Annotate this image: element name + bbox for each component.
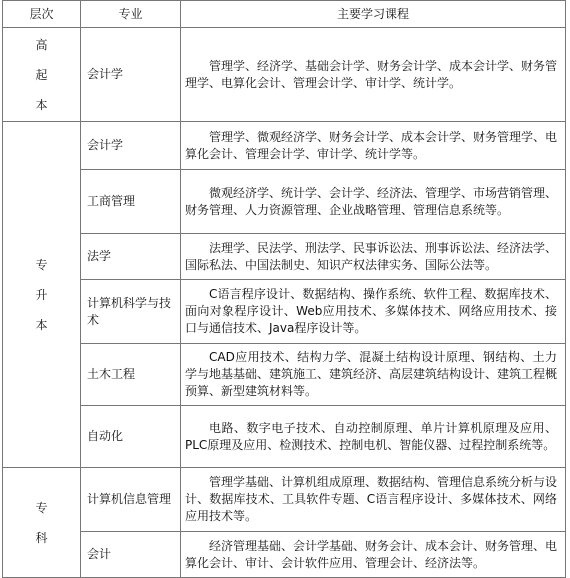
table-row [3,532,566,578]
table-row [3,234,566,280]
courses-cell: 微观经济学、统计学、会计学、经济法、管理学、市场营销管理、财务管理、人力资源管理、企业战略管理、管理信息系统等。 [181,170,566,234]
courses-cell: 管理学、微观经济学、财务会计学、成本会计学、财务管理学、电算化会计、管理会计学、审计学、统计学等。 [181,122,566,170]
major-cell: 会计 [81,532,181,578]
header-level: 层次 [3,1,81,28]
level-label: 专科 [35,500,48,545]
table-row [3,28,566,122]
table-row [3,468,566,532]
table-row [3,170,566,234]
major-cell: 工商管理 [81,170,181,234]
courses-cell: C语言程序设计、数据结构、操作系统、软件工程、数据库技术、面向对象程序设计、Web应用技术、多媒体技术、网络应用技术、接口与通信技术、Java程序设计等。 [181,280,566,344]
level-cell [3,122,81,468]
courses-cell: 电路、数字电子技术、自动控制原理、单片计算机原理及应用、PLC原理及应用、检测技术、控制电机、智能仪器、过程控制系统等。 [181,406,566,468]
header-major: 专业 [81,1,181,28]
table-row [3,122,566,170]
major-cell: 计算机科学与技术 [81,280,181,344]
curriculum-table [2,0,566,578]
level-label: 高起本 [35,37,48,112]
courses-cell: 管理学基础、计算机组成原理、数据结构、管理信息系统分析与设计、数据库技术、工具软件专题、C语言程序设计、多媒体技术、网络应用技术等。 [181,468,566,532]
major-cell: 法学 [81,234,181,280]
header-row [3,1,566,28]
level-label: 专升本 [35,257,48,332]
courses-cell: 法理学、民法学、刑法学、民事诉讼法、刑事诉讼法、经济法学、国际私法、中国法制史、知识产权法律实务、国际公法等。 [181,234,566,280]
level-cell [3,28,81,122]
table-row [3,406,566,468]
level-cell [3,468,81,578]
major-cell: 会计学 [81,122,181,170]
table-row [3,280,566,344]
major-cell: 计算机信息管理 [81,468,181,532]
header-courses: 主要学习课程 [181,1,566,28]
courses-cell: 管理学、经济学、基础会计学、财务会计学、成本会计学、财务管理学、电算化会计、管理会计学、审计学、统计学。 [181,28,566,122]
major-cell: 自动化 [81,406,181,468]
major-cell: 会计学 [81,28,181,122]
major-cell: 土木工程 [81,344,181,406]
table-row [3,344,566,406]
courses-cell: CAD应用技术、结构力学、混凝土结构设计原理、钢结构、土力学与地基基础、建筑施工、建筑经济、高层建筑结构设计、建筑工程概预算、新型建筑材料等。 [181,344,566,406]
courses-cell: 经济管理基础、会计学基础、财务会计、成本会计、财务管理、电算化会计、审计、会计软件应用、管理会计、经济法等。 [181,532,566,578]
